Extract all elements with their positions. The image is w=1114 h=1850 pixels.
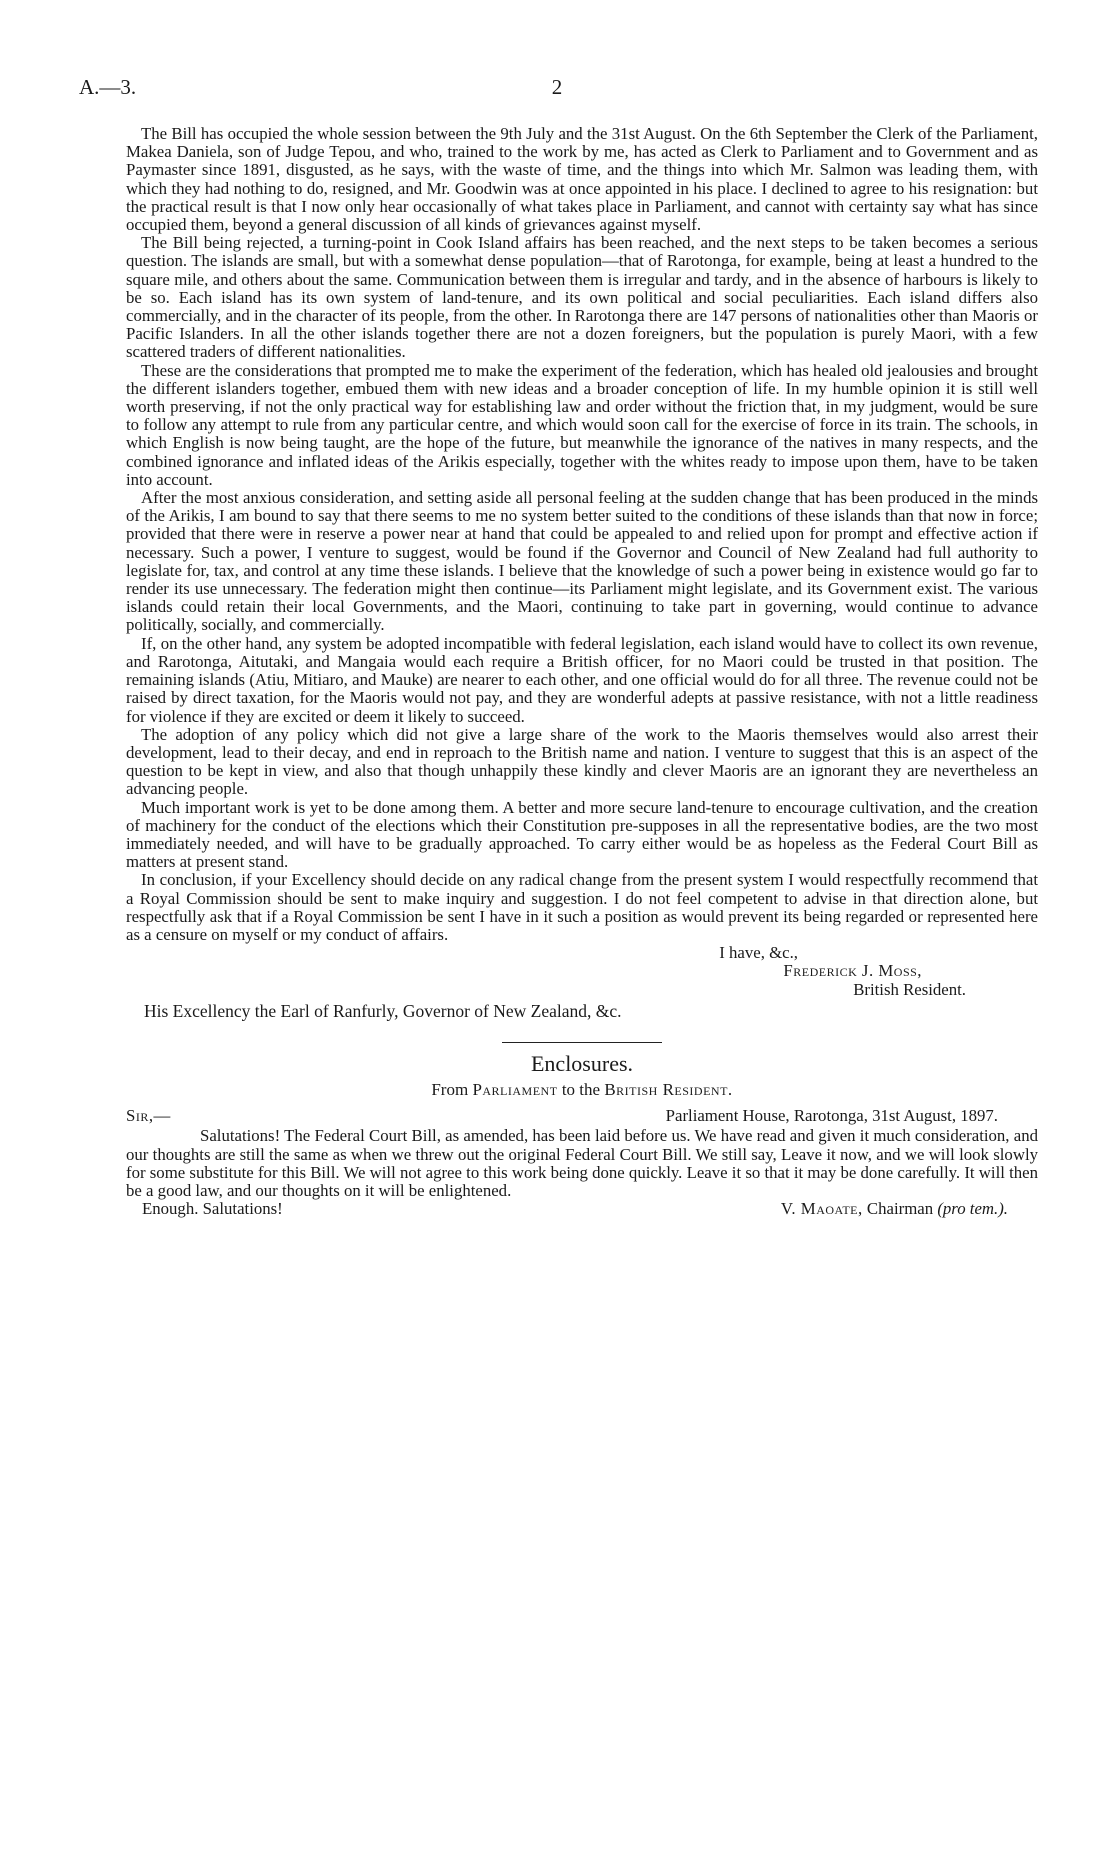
paragraph: The Bill has occupied the whole session between the 9th July and the 31st August. On the 6th September the Clerk of the Parliament, Makea Daniela, son of Judge Tepou, and who, trained to the work by me, has acted as Clerk to Parliament and to Government and as Paymaster since 1891, disgusted, as he says, with the waste of time, and the things into which Mr. Salmon was leading them, with which they had nothing to do, resigned, and Mr. Goodwin was at once appointed in his place. I declined to agree to his resignation: but the practical result is that I now only hear occasionally of what takes place in Parliament, and cannot with certainty say what has since occupied them, beyond a general discussion of all kinds of grievances against myself. [126,124,1038,235]
signer-title: British Resident. [853,979,966,999]
recipient-name: British Resident. [604,1080,733,1100]
closing-formula: I have, &c., [719,943,798,963]
letter-signer-name: V. Maoate, [780,1199,863,1219]
salutation: Sir,— [126,1106,171,1126]
document-body [126,125,1038,1220]
subheading-from-word: From [431,1080,469,1100]
letter-closing [126,944,1038,1020]
paragraph: The Bill being rejected, a turning-point in Cook Island affairs has been reached, and the next steps to be taken becomes a serious question. The islands are small, but with a somewhat dense population—that of Rarotonga, for example, being at least a hundred to the square mile, and others about the same. Communication between them is irregular and tardy, and in the absence of harbours is likely to be so. Each island has its own system of land-tenure, and its own political and social peculiarities. Each island differs also commercially, and in the character of its people, from the other. In Rarotonga there are 147 persons of nationalities other than Maoris or Pacific Islanders. In all the other islands together there are not a dozen foreigners, but the population is purely Maori, with a few scattered traders of different nationalities. [126,233,1038,362]
enclosure-subheading [126,1081,1038,1099]
paragraph: After the most anxious consideration, and setting aside all personal feeling at the sudden change that has been produced in the minds of the Arikis, I am bound to say that there seems to me no system better suited to the conditions of these islands than that now in force; provided that there were in reserve a power near at hand that could be appealed to and relied upon for prompt and effective action if necessary. Such a power, I venture to suggest, would be found if the Governor and Council of New Zealand had full authority to legislate for, tax, and control at any time these islands. I believe that the knowledge of such a power being in existence would go far to render its use unnecessary. The federation might then continue—its Parliament might legislate, and its Government exist. The various islands could retain their local Governments, and the Maori, continuing to take part in governing, would continue to advance politically, socially, and commercially. [126,488,1038,635]
page-number: 2 [551,75,563,99]
page-header [79,75,1035,105]
letter-signer-note: (pro tem.). [937,1199,1008,1219]
place-date: Parliament House, Rarotonga, 31st August, 1897. [665,1106,998,1126]
paragraph: In conclusion, if your Excellency should decide on any radical change from the present system I would respectfully recommend that a Royal Commission should be sent to make inquiry and suggestion. I do not feel competent to advise in that direction alone, but respectfully ask that if a Royal Commission be sent I have in it such a position as would prevent its being regarded or represented here as a censure on myself or my conduct of affairs. [126,870,1038,944]
signer-name: Frederick J. Moss, [783,961,922,981]
addressee: His Excellency the Earl of Ranfurly, Governor of New Zealand, &c. [144,1000,622,1021]
sender-name: Parliament [472,1080,558,1100]
letter-head [126,1107,1038,1127]
subheading-to-word: to the [561,1080,601,1100]
paragraph: If, on the other hand, any system be adopted incompatible with federal legislation, each island would have to collect its own revenue, and Rarotonga, Aitutaki, and Mangaia would each require a British officer, for no Maori could be trusted in that position. The remaining islands (Atiu, Mitiaro, and Mauke) are nearer to each other, and one official would do for all three. The revenue could not be raised by direct taxation, for the Maoris would not pay, and they are wonderful adepts at passive resistance, with not a little readiness for violence if they are excited or deem it likely to succeed. [126,633,1038,726]
letter-sign-off: Enough. Salutations! [142,1199,283,1219]
enclosure-letter [126,1107,1038,1220]
paragraph: The adoption of any policy which did not give a large share of the work to the Maoris themselves would also arrest their development, lead to their decay, and end in reproach to the British name and nation. I venture to suggest that this is an aspect of the question to be kept in view, and also that though unhappily these kindly and clever Maoris are an ignorant they are nevertheless an advancing people. [126,724,1038,799]
letter-signature-line [126,1200,1038,1220]
letter-signer [781,1200,1008,1218]
paragraph: These are the considerations that prompted me to make the experiment of the federation, which has healed old jealousies and brought the different islanders together, embued them with new ideas and a broader conception of life. In my humble opinion it is still well worth preserving, if not the only practical way for establishing law and order without the friction that, in my judgment, would be sure to follow any attempt to rule from any particular centre, and which would soon call for the exercise of force in its train. The schools, in which English is now being taught, are the hope of the future, but meanwhile the ignorance of the natives in many respects, and the combined ignorance and inflated ideas of the Arikis especially, together with the whites ready to impose upon them, have to be taken into account. [126,360,1038,489]
section-divider [502,1042,662,1043]
enclosures-heading: Enclosures. [530,1050,634,1076]
document-id: A.—3. [79,75,137,99]
letter-signer-role: Chairman [866,1199,934,1219]
paragraph: Much important work is yet to be done among them. A better and more secure land-tenure to encourage cultivation, and the creation of machinery for the conduct of the elections which their Constitution pre-supposes in all the representative bodies, are the two most immediately needed, and will have to be gradually approached. To carry either would be as hopeless as the Federal Court Bill as matters at present stand. [126,797,1038,872]
letter-body: Salutations! The Federal Court Bill, as amended, has been laid before us. We have read and given it much consideration, and our thoughts are still the same as when we threw out the original Federal Court Bill. We still say, Leave it now, and we will look slowly for some substitute for this Bill. We will not agree to this work being done quickly. Leave it so that it may be done carefully. It will then be a good law, and our thoughts on it will be enlightened. [126,1126,1038,1200]
